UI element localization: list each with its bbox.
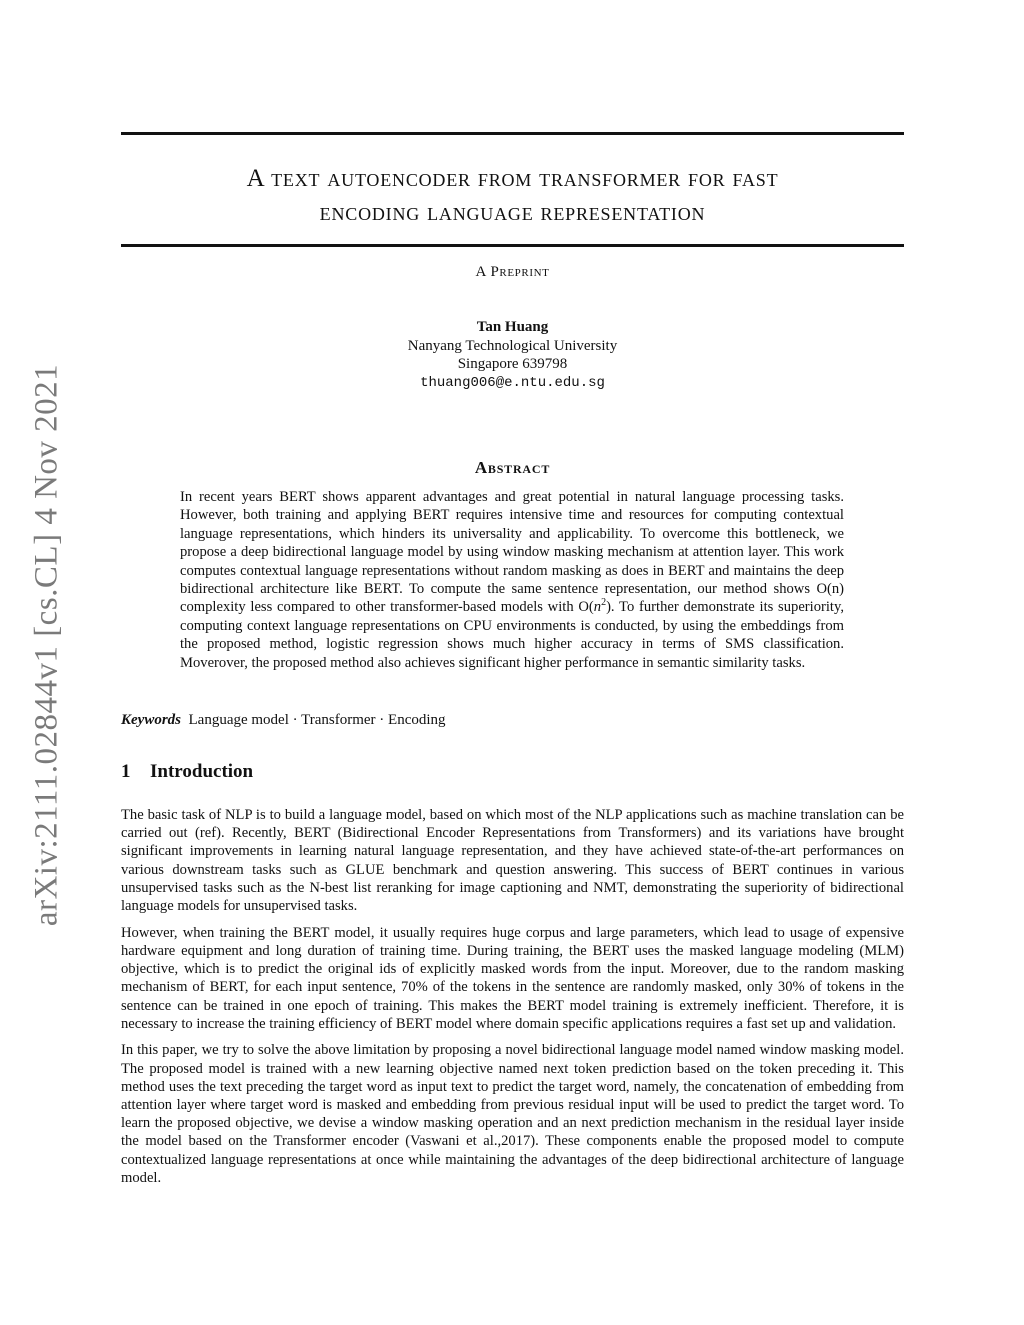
title-bottom-rule [121, 244, 904, 247]
abstract-text [180, 488, 844, 672]
paper-title [121, 162, 904, 230]
introduction-body [121, 806, 904, 1196]
keywords-label: Keywords [121, 712, 181, 728]
abstract-heading: Abstract [474, 458, 551, 477]
abstract-math-exponent: 2 [601, 597, 607, 609]
section-heading-introduction [121, 761, 904, 783]
abstract-text-part-1: In recent years BERT shows apparent advantages and great potential in natural language processing tasks. However, both training and applying BERT requires intensive time and resources for computing contextual language representations, which hinders its universality and applicability. To overcome this bottleneck, we propose a deep bidirectional language model by using window masking mechanism at attention layer. This work computes contextual language representations without random masking as does in BERT and maintains the deep bidirectional architecture like BERT. To compute the same sentence representation, our method shows O(n) complexity less compared to other transformer-based models with O( [180, 489, 844, 616]
keywords-list: Language model · Transformer · Encoding [188, 712, 446, 728]
title-line-2: encoding language representation [319, 199, 706, 226]
preprint-label: A Preprint [475, 264, 550, 280]
author-name: Tan Huang [476, 319, 549, 335]
author-affiliation: Nanyang Technological University [407, 337, 618, 354]
abstract-math-variable: n [593, 599, 602, 616]
section-title: Introduction [150, 761, 254, 782]
author-block [121, 318, 904, 392]
arxiv-identifier-stamp: arXiv:2111.02844v1 [cs.CL] 4 Nov 2021 [28, 363, 65, 927]
author-location: Singapore 639798 [457, 356, 568, 372]
section-number: 1 [121, 761, 131, 782]
abstract-text-part-2: ). To further demonstrate its superiority, computing context language representations on CPU environments is conducted, by using the embeddings from the proposed method, logistic regression shows much higher accuracy in terms of SMS classification. Moverover, the proposed method also achieves significant higher performance in semantic similarity tasks. [180, 599, 844, 671]
title-line-1: A text autoencoder from transformer for fast [246, 165, 779, 192]
title-top-rule [121, 132, 904, 135]
author-email: thuang006@e.ntu.edu.sg [420, 374, 605, 391]
keywords-line [121, 712, 904, 729]
intro-paragraph-2: However, when training the BERT model, it usually requires huge corpus and large parameters, which lead to usage of expensive hardware equipment and long duration of training time. During training, the BERT uses the masked language modeling (MLM) objective, which is to predict the original ids of explicitly masked words from the input. Moreover, due to the random masking mechanism of BERT, for each input sentence, 70% of the tokens in the sentence are randomly masked, only 30% of tokens in the sentence can be trained in one epoch of training. This makes the BERT model training is extremely inefficient. Therefore, it is necessary to increase the training efficiency of BERT model where domain specific applications requires a fast set up and validation. [121, 924, 904, 1032]
intro-paragraph-1: The basic task of NLP is to build a language model, based on which most of the NLP applications such as machine translation can be carried out (ref). Recently, BERT (Bidirectional Encoder Representations from Transformers) and its variations have brought significant improvements in learning natural language representation, and they have achieved state-of-the-art performances on various downstream tasks such as GLUE benchmark and question answering. This success of BERT continues in various unsupervised tasks such as the N-best list reranking for image captioning and NMT, demonstrating the superiority of bidirectional language models for unsupervised tasks. [121, 807, 904, 915]
intro-paragraph-3: In this paper, we try to solve the above limitation by proposing a novel bidirectional language model named window masking model. The proposed model is trained with a new learning objective named next token prediction based on the token preceding it. This method uses the text preceding the target word as input text to predict the target word, namely, the concatenation of embedding from attention layer where target word is masked and embedding from previous residual input will be used to predict the target word. To learn the proposed objective, we devise a window masking operation and an next prediction mechanism in the residual layer inside the model based on the Transformer encoder (Vaswani et al.,2017). These components enable the proposed model to compute contextualized language representations at once while maintaining the advantages of the deep bidirectional architecture of language model. [121, 1042, 904, 1186]
